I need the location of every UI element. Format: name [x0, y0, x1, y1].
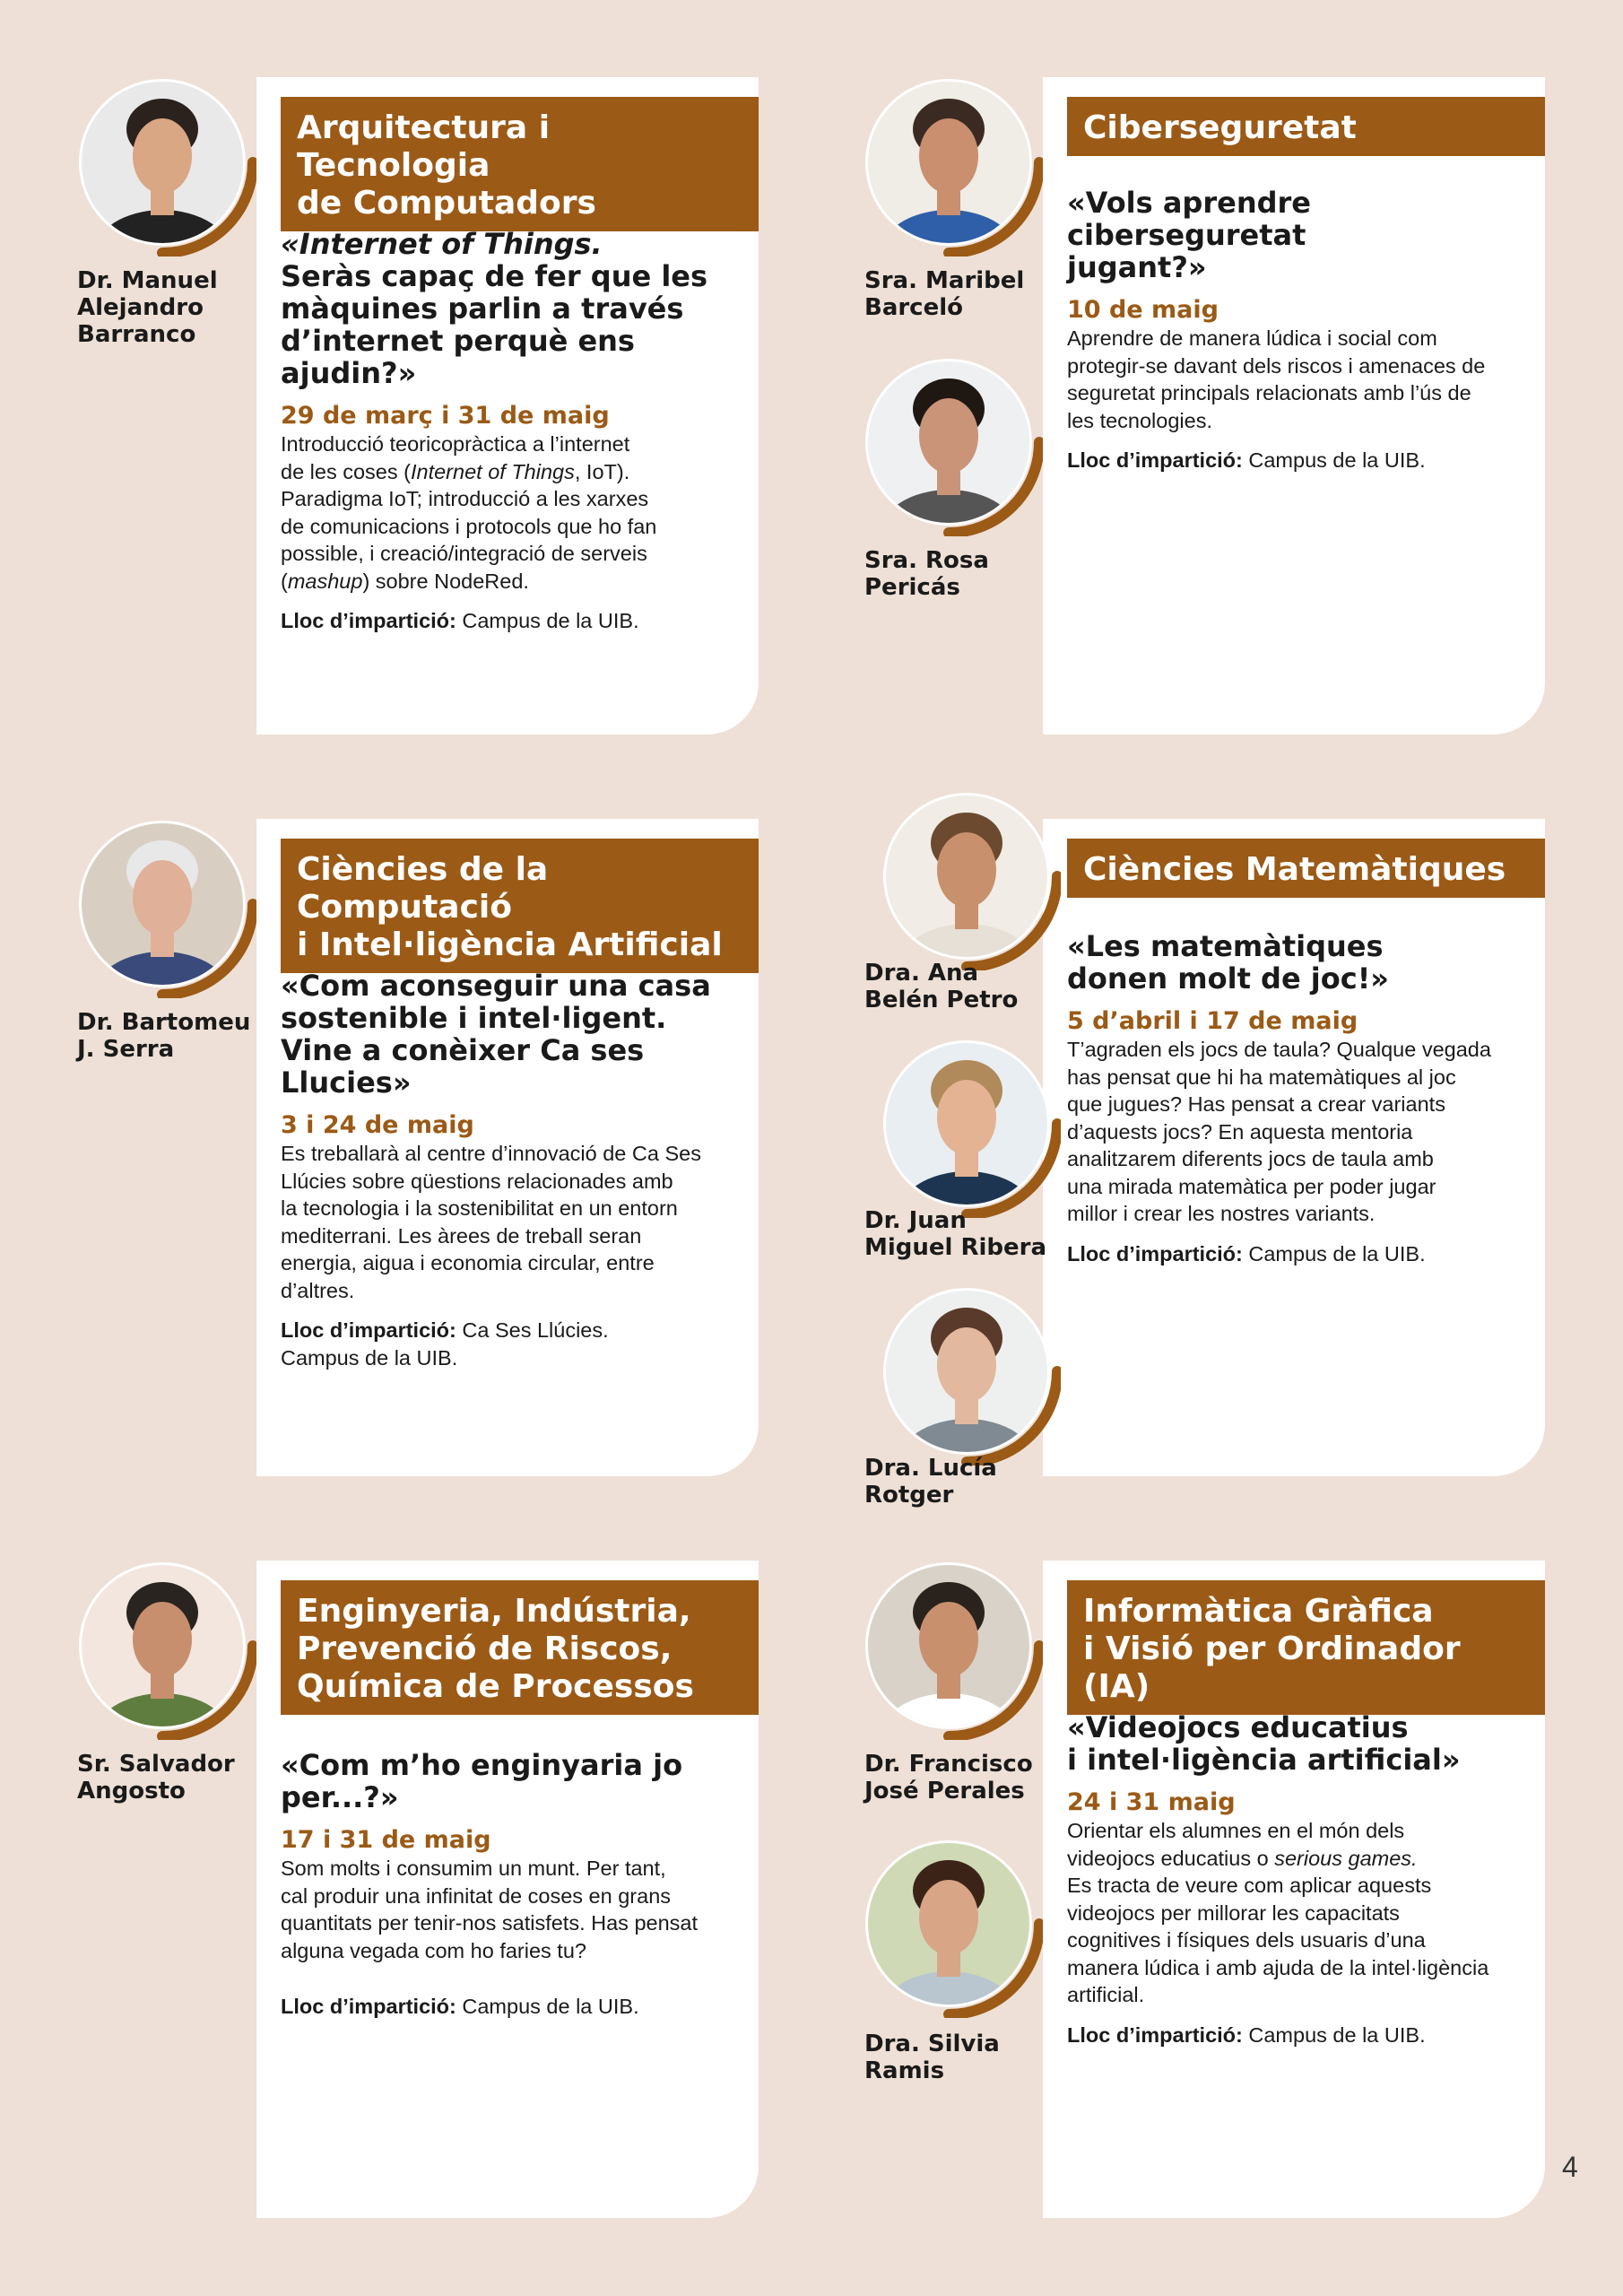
card-date: 29 de març i 31 de maig — [281, 402, 610, 430]
mentoring-card-arquitectura — [256, 77, 759, 735]
card-date: 24 i 31 maig — [1067, 1788, 1236, 1816]
person-name: Sra. Maribel Barceló — [864, 267, 1025, 321]
card-date: 10 de maig — [1067, 296, 1219, 324]
portrait-photo — [77, 1561, 256, 1740]
portrait-photo — [881, 1286, 1061, 1465]
portrait-photo — [881, 791, 1061, 970]
portrait-svg — [864, 77, 1043, 257]
page-number: 4 — [1562, 2151, 1578, 2183]
card-body — [1067, 930, 1531, 1267]
portrait-svg — [77, 1561, 256, 1740]
person-name: Dr. Juan Miguel Ribera — [864, 1207, 1047, 1261]
card-date: 5 d’abril i 17 de maig — [1067, 1007, 1358, 1035]
card-body — [281, 1749, 744, 2021]
card-body — [281, 970, 744, 1371]
card-description: Som molts i consumim un munt. Per tant, cal produir una infinitat de coses en grans quantitats per tenir-nos satisfets. Has pensat alguna vegada com ho faries tu? — [281, 1857, 699, 1962]
portrait-svg — [881, 791, 1061, 970]
person-name: Sr. Salvador Angosto — [77, 1751, 235, 1805]
card-location: Lloc d’impartició: Campus de la UIB. — [1067, 1241, 1426, 1265]
card-description: Introducció teoricopràctica a l’internet de les coses (Internet of Things, IoT). Paradigma IoT; introducció a les xarxes de comunicacions i protocols que ho fan possible, i creació/integració de serveis (mashup) sobre NodeRed. — [281, 432, 657, 593]
card-date: 17 i 31 de maig — [281, 1826, 491, 1854]
card-date: 3 i 24 de maig — [281, 1111, 474, 1139]
card-location: Lloc d’impartició: Ca Ses Llúcies. Campus de la UIB. — [281, 1318, 609, 1370]
portrait-svg — [881, 1286, 1061, 1465]
quote-text: Seràs capaç de fer que les màquines parlin a través d’internet perquè ens ajudin?» — [281, 259, 708, 390]
card-quote: «Com m’ho enginyaria jo per...?» — [281, 1748, 683, 1814]
portrait-photo — [864, 77, 1043, 257]
card-description: Es treballarà al centre d’innovació de Ca Ses Llúcies sobre qüestions relacionades amb la tecnologia i la sostenibilitat en un entorn mediterrani. Les àrees de treball seran energia, aigua i economia circular, entre d’altres. — [281, 1142, 701, 1302]
portrait-photo — [77, 819, 256, 998]
portrait-svg — [864, 1561, 1043, 1740]
portrait-photo — [864, 1839, 1043, 2018]
card-body — [1067, 1711, 1531, 2048]
mentoring-card-enginyeria — [256, 1561, 759, 2218]
card-quote — [281, 228, 744, 389]
quote-italic: «Internet of Things. — [281, 227, 603, 261]
card-title: Ciències Matemàtiques — [1067, 839, 1545, 898]
card-title: Enginyeria, Indústria, Prevenció de Riscos, Química de Processos — [281, 1580, 759, 1715]
portrait-svg — [864, 1839, 1043, 2018]
portrait-photo — [864, 1561, 1043, 1740]
card-title: Ciències de la Computació i Intel·ligència Artificial — [281, 839, 759, 973]
card-location: Lloc d’impartició: Campus de la UIB. — [1067, 448, 1426, 472]
card-location: Lloc d’impartició: Campus de la UIB. — [1067, 2022, 1426, 2047]
mentoring-card-ciberseguretat — [1043, 77, 1545, 735]
portrait-photo — [881, 1039, 1061, 1218]
card-quote: «Les matemàtiques donen molt de joc!» — [1067, 929, 1389, 996]
portrait-svg — [864, 357, 1043, 536]
portrait-svg — [77, 819, 256, 998]
card-description: T’agraden els jocs de taula? Qualque vegada has pensat que hi ha matemàtiques al joc que jugues? Has pensat a crear variants d’aquests jocs? En aquesta mentoria analitzarem diferents jocs de taula amb una mirada matemàtica per poder jugar millor i crear les nostres variants. — [1067, 1038, 1491, 1225]
card-title: Ciberseguretat — [1067, 97, 1545, 156]
mentoring-card-computacio — [256, 819, 759, 1476]
portrait-svg — [77, 77, 256, 257]
person-name: Dr. Bartomeu J. Serra — [77, 1009, 251, 1063]
person-name: Dra. Silvia Ramis — [864, 2031, 1000, 2084]
card-title: Arquitectura i Tecnologia de Computadors — [281, 97, 759, 231]
card-quote: «Videojocs educatius i intel·ligència artificial» — [1067, 1710, 1461, 1777]
person-name: Dr. Francisco José Perales — [864, 1751, 1033, 1805]
person-name: Dra. Lucía Rotger — [864, 1455, 997, 1509]
card-quote: «Com aconseguir una casa sostenible i intel·ligent. Vine a conèixer Ca ses Llucies» — [281, 969, 711, 1100]
person-name: Dra. Ana Belén Petro — [864, 960, 1019, 1013]
card-description: Orientar els alumnes en el món dels videojocs educatius o serious games. Es tracta de veure com aplicar aquests videojocs per millorar les capacitats cognitives i físiques dels usuaris d’una manera lúdica i amb ajuda de la intel·ligència artificial. — [1067, 1819, 1489, 2006]
card-quote: «Vols aprendre ciberseguretat jugant?» — [1067, 186, 1311, 284]
portrait-photo — [77, 77, 256, 257]
card-location: Lloc d’impartició: Campus de la UIB. — [281, 1995, 639, 2018]
card-location: Lloc d’impartició: Campus de la UIB. — [281, 609, 639, 632]
card-body — [1067, 187, 1531, 474]
card-title: Informàtica Gràfica i Visió per Ordinador (IA) — [1067, 1580, 1545, 1715]
card-body — [281, 228, 744, 635]
card-description: Aprendre de manera lúdica i social com protegir-se davant dels riscos i amenaces de seguretat principals relacionats amb l’ús de les tecnologies. — [1067, 326, 1486, 432]
portrait-svg — [881, 1039, 1061, 1218]
portrait-photo — [864, 357, 1043, 536]
person-name: Sra. Rosa Pericás — [864, 547, 989, 601]
mentoring-card-informatica-grafica — [1043, 1561, 1545, 2218]
person-name: Dr. Manuel Alejandro Barranco — [77, 267, 218, 348]
mentoring-card-matematiques — [1043, 819, 1545, 1476]
